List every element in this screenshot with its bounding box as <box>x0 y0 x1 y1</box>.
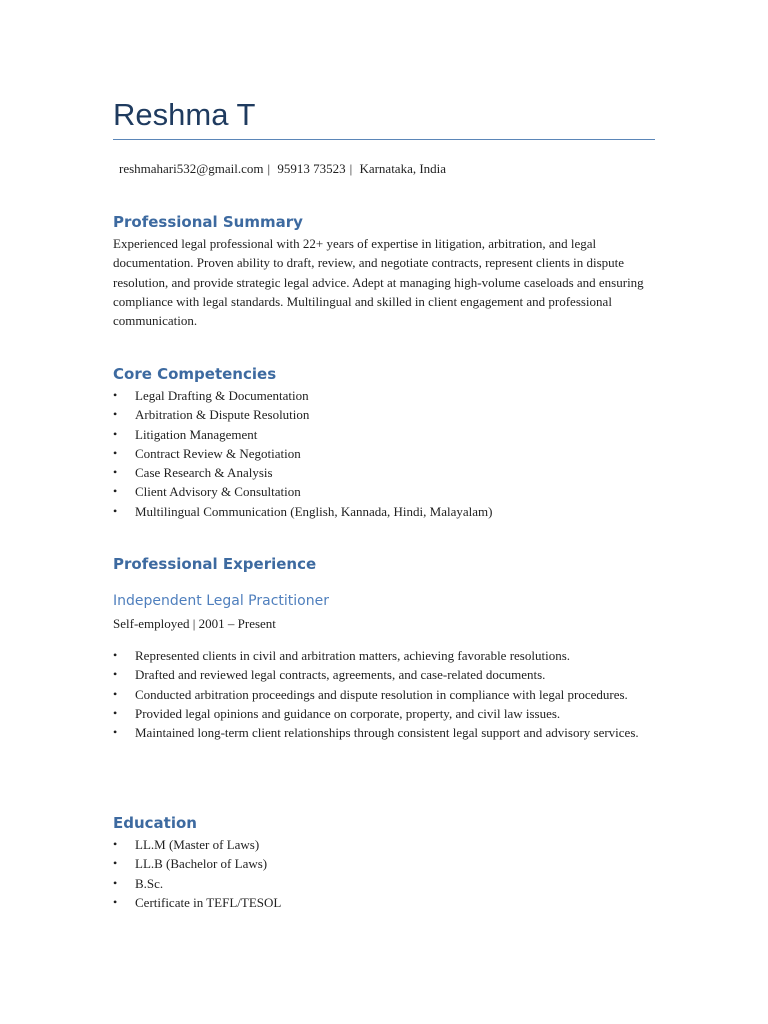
education-heading: Education <box>113 814 197 832</box>
list-item-text: Maintained long-term client relationships through consistent legal support and advisory services. <box>135 725 639 741</box>
list-item <box>113 893 655 912</box>
list-item-text: LL.B (Bachelor of Laws) <box>135 856 268 872</box>
list-item <box>113 463 655 482</box>
contact-phone: 95913 73523 <box>277 161 346 176</box>
list-item-text: Litigation Management <box>135 426 258 442</box>
list-item <box>113 854 655 873</box>
bullet-icon: • <box>113 856 118 871</box>
experience-heading: Professional Experience <box>113 555 317 573</box>
list-item-text: LL.M (Master of Laws) <box>135 837 260 852</box>
contact-line <box>119 160 446 177</box>
list-item-text: B.Sc. <box>135 875 164 891</box>
contact-email: reshmahari532@gmail.com <box>119 161 264 176</box>
bullet-icon: • <box>113 686 118 701</box>
list-item <box>113 646 655 665</box>
bullet-icon: • <box>113 648 118 662</box>
list-item <box>113 425 655 444</box>
bullet-icon: • <box>113 445 118 460</box>
list-item <box>113 386 655 405</box>
bullet-icon: • <box>113 484 118 499</box>
bullet-icon: • <box>113 667 118 682</box>
list-item-text: Arbitration & Dispute Resolution <box>135 407 310 423</box>
list-item-text: Multilingual Communication (English, Kannada, Hindi, Malayalam) <box>135 503 493 519</box>
name-divider <box>113 139 655 140</box>
job-meta: Self-employed | 2001 – Present <box>113 616 276 631</box>
list-item <box>113 835 655 854</box>
bullet-icon: • <box>113 503 118 518</box>
list-item-text: Provided legal opinions and guidance on corporate, property, and civil law issues. <box>135 705 561 721</box>
list-item-text: Client Advisory & Consultation <box>135 484 301 500</box>
list-item-text: Drafted and reviewed legal contracts, agreements, and case-related documents. <box>135 667 546 683</box>
candidate-name: Reshma T <box>113 97 256 132</box>
bullet-icon: • <box>113 465 118 480</box>
education-list <box>113 835 655 912</box>
bullet-icon: • <box>113 705 118 720</box>
list-item <box>113 405 655 424</box>
list-item <box>113 723 655 742</box>
competencies-heading: Core Competencies <box>113 365 277 383</box>
experience-list <box>113 646 655 742</box>
list-item-text: Conducted arbitration proceedings and dispute resolution in compliance with legal procedures. <box>135 686 628 702</box>
job-title: Independent Legal Practitioner <box>113 593 329 609</box>
list-item <box>113 444 655 463</box>
list-item <box>113 704 655 723</box>
list-item <box>113 665 655 684</box>
bullet-icon: • <box>113 426 118 441</box>
competencies-list <box>113 386 655 521</box>
list-item-text: Case Research & Analysis <box>135 465 273 481</box>
bullet-icon: • <box>113 407 118 422</box>
list-item <box>113 502 655 521</box>
bullet-icon: • <box>113 875 118 890</box>
summary-text: Experienced legal professional with 22+ years of expertise in litigation, arbitration, and legal documentation. Proven ability to draft, review, and negotiate contracts, represent clients in dispute resolution, and provide strategic legal advice. Adept at managing high-volume caseloads and ensuring compliance with legal standards. Multilingual and skilled in client engagement and professional communication. <box>113 236 644 329</box>
contact-location: Karnataka, India <box>359 161 447 176</box>
list-item-text: Certificate in TEFL/TESOL <box>135 894 282 910</box>
list-item <box>113 685 655 704</box>
contact-separator: | <box>267 161 271 176</box>
list-item-text: Contract Review & Negotiation <box>135 445 301 461</box>
list-item <box>113 874 655 893</box>
bullet-icon: • <box>113 725 118 740</box>
bullet-icon: • <box>113 894 118 909</box>
bullet-icon: • <box>113 388 118 402</box>
list-item-text: Legal Drafting & Documentation <box>135 388 309 403</box>
bullet-icon: • <box>113 837 118 851</box>
contact-separator: | <box>349 161 353 176</box>
list-item-text: Represented clients in civil and arbitration matters, achieving favorable resolutions. <box>135 648 570 663</box>
list-item <box>113 482 655 501</box>
summary-heading: Professional Summary <box>113 213 303 231</box>
